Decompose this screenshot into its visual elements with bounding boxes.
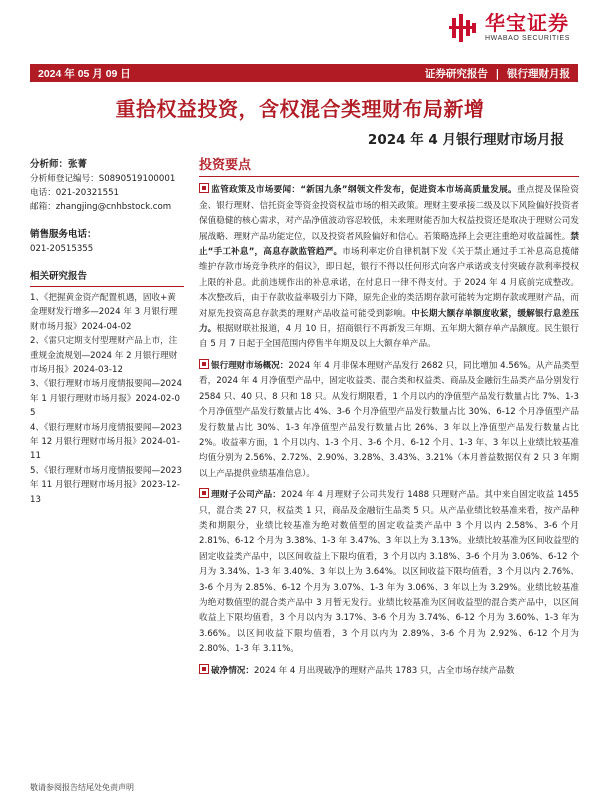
para-body: 2024 年 4 月理财子公司共发行 1488 只理财产品。其中来自固定收益 1455 只，混合类 27 只，权益类 1 只，商品及金融衍生品类 5 只。从产品业绩比较基准来看，按产品种类和期限分，业绩比较基准为绝对数值型的固定收益类产品中 3 个月以内 2.58%、3-6 个月 2.81%、6-12 个月为 3.38%、1-3 年 3.47%、3 年以上为 3.13%。业绩比较基准为区间收益型的固定收益类产品中，以区间收益上下限均值看，3 个月以内 3.18%、3-6 个月为 3.06%、6-12 个月为 3.34%、1-3 年 3.40%、3 年以上为 3.64%。以区间收益下限均值看，3 个月以内 2.76%、3-6 个月为 2.85%、6-12 个月为 3.07%、1-3 年为 3.06%、3 年以上为 3.29%。业绩比较基准为绝对数值型的混合类产品中 3 月暂无发行。业绩比较基准为区间收益型的混合类产品中，以区间收益上下限均值看，3 个月以内为 3.17%、3-6 个月为 3.74%、6-12 个月为 3.60%、1-3 年为 3.66%。以区间收益下限均值看，3 个月以内为 2.89%、3-6 个月为 2.92%、6-12 个月为 2.80%、1-3 年 3.11%。: [199, 490, 579, 655]
para-lead: 破净情况：: [211, 665, 254, 676]
sales-info: [30, 228, 184, 256]
para-body: 根据财联社报道，4 月 10 日，招商银行不再新发三年期、五年期大额存单产品额度。民生银行自 5 月 7 日起于全国范围内停售半年期及以上大额存单产品。: [199, 324, 579, 350]
paragraph-regulatory: [199, 183, 579, 352]
para-lead: 理财子公司产品：: [211, 490, 282, 501]
para-body: 市场利率定价自律机制下发《关于禁止通过手工补息高息揽储维护存款市场竞争秩序的倡议》，即日起，银行不得以任何形式向客户承诺或支付突破存款利率授权上限的补息。此前违规作出的补息承诺，在付息日一律不得支付。于 2024 年 4 月底前完成整改。本次整改后，由于存款收益率吸引力下降，原先企业的类活期存款可能转为定期存款或理财产品，而对原先投资高息存款类的理财产品收益可能受到影响。: [199, 247, 579, 319]
bullet-icon: [199, 359, 209, 369]
report-category: 银行理财月报: [507, 67, 570, 80]
paragraph-below-par: [199, 664, 579, 679]
report-info-bar: [30, 64, 578, 82]
analyst-email[interactable]: 邮箱：zhangjing@cnhbstock.com: [30, 202, 172, 212]
analyst-registration: 分析师登记编号：S0890519100001: [30, 174, 176, 184]
related-report-item[interactable]: 2、《雷只定期支付型理财产品上市，注重规金流规划—2024 年 2 月银行理财市场月报》2024-03-12: [30, 336, 178, 376]
para-lead: 禁止“手工补息”，高息存款监管趋严。: [199, 231, 579, 258]
report-date: 2024 年 05 月 09 日: [38, 67, 131, 80]
report-subtitle: 2024 年 4 月银行理财市场月报: [367, 132, 564, 148]
para-body: 2024 年 4 月非保本理财产品发行 2682 只，同比增加 4.56%。从产品类型看，2024 年 4 月净值型产品中，固定收益类、混合类和权益类、商品及金融衍生品类产品分别发行 2584 只、40 只、8 只和 18 只。从发行期限看，1 个月以内的净值型产品发行数量占比 7%、1-3 个月净值型产品发行数量占比 4%、3-6 个月净值型产品发行数量占比 30%、6-12 个月净值型产品发行数量占比 30%、1-3 年净值型产品发行数量占比 26%、3 年以上净值型产品发行数量占比 2%。收益率方面，1 个月以内、1-3 个月、3-6 个月、6-12 个月、1-3 年、3 年以上业绩比较基准均值分别为 2.56%、2.72%、2.90%、3.28%、3.43%、3.21%（本月普益数据仅有 2 只 3 年期以上产品提供业绩基准信息）。: [199, 360, 579, 479]
related-report-item[interactable]: 4、《银行理财市场月度情报要闻—2023 年 12 月银行理财市场月报》2024-01-11: [30, 422, 182, 462]
main-content: [199, 158, 579, 685]
related-heading: 相关研究报告: [30, 270, 184, 287]
para-lead: “新国九条”纲领文件发布，促进资本市场高质量发展。: [300, 185, 517, 196]
section-heading: 投资要点: [199, 158, 579, 177]
logo-name-en: HWABAO SECURITIES: [484, 35, 570, 42]
paragraph-market-overview: [199, 359, 579, 482]
analyst-name: 分析师：张菁: [30, 159, 88, 170]
company-logo: [449, 12, 570, 43]
related-report-item[interactable]: 3、《银行理财市场月度情报要闻—2024 年 1 月银行理财市场月报》2024-02-05: [30, 379, 182, 419]
report-tags: [425, 66, 570, 81]
tag-separator: |: [495, 67, 500, 80]
bullet-icon: [199, 183, 209, 193]
bullet-icon: [199, 664, 209, 674]
logo-name-cn: 华宝证券: [484, 11, 569, 35]
report-title: 重拾权益投资，含权混合类理财布局新增: [115, 97, 485, 121]
analyst-phone: 电话：021-20321551: [30, 188, 120, 198]
report-type: 证券研究报告: [424, 67, 488, 80]
sidebar: [30, 158, 184, 517]
disclaimer-footer: 敬请参阅报告结尾处免责声明: [30, 783, 134, 792]
logo-mark-icon: [449, 14, 479, 42]
sales-phone: 021-20515355: [30, 244, 94, 254]
para-lead: 监管政策及市场要闻：: [211, 185, 301, 196]
bullet-icon: [199, 488, 209, 498]
analyst-info: [30, 158, 184, 214]
para-lead: 中长期大额存单额度收紧，缓解银行息差压力。: [199, 308, 579, 335]
related-reports: [30, 270, 184, 507]
paragraph-subsidiary-products: [199, 488, 579, 657]
related-report-item[interactable]: 1、《把握黄金资产配置机遇，固收+黄金理财发行增多—2024 年 3 月银行理财市场月报》2024-04-02: [30, 293, 178, 332]
related-report-item[interactable]: 5、《银行理财市场月度情报要闻—2023 年 11 月银行理财市场月报》2023-12-13: [30, 465, 182, 505]
para-body: 重点提及保险资金、银行理财、信托资金等资金投资权益市场的相关政策。理财主要承接二级及以下风险偏好投资者保值稳健的核心需求，对产品净值波动容忍较低，未来理财能否加大权益投资还是取决于理财公司发展战略、理财产品功能定位，以及投资者风险偏好和信心。若策略选择上会更注重绝对收益属性。: [199, 185, 579, 242]
para-lead: 银行理财市场概况：: [211, 360, 289, 371]
para-body: 2024 年 4 月出现破净的理财产品共 1783 只，占全市场存续产品数: [253, 665, 515, 676]
sales-label: 销售服务电话：: [30, 229, 97, 240]
